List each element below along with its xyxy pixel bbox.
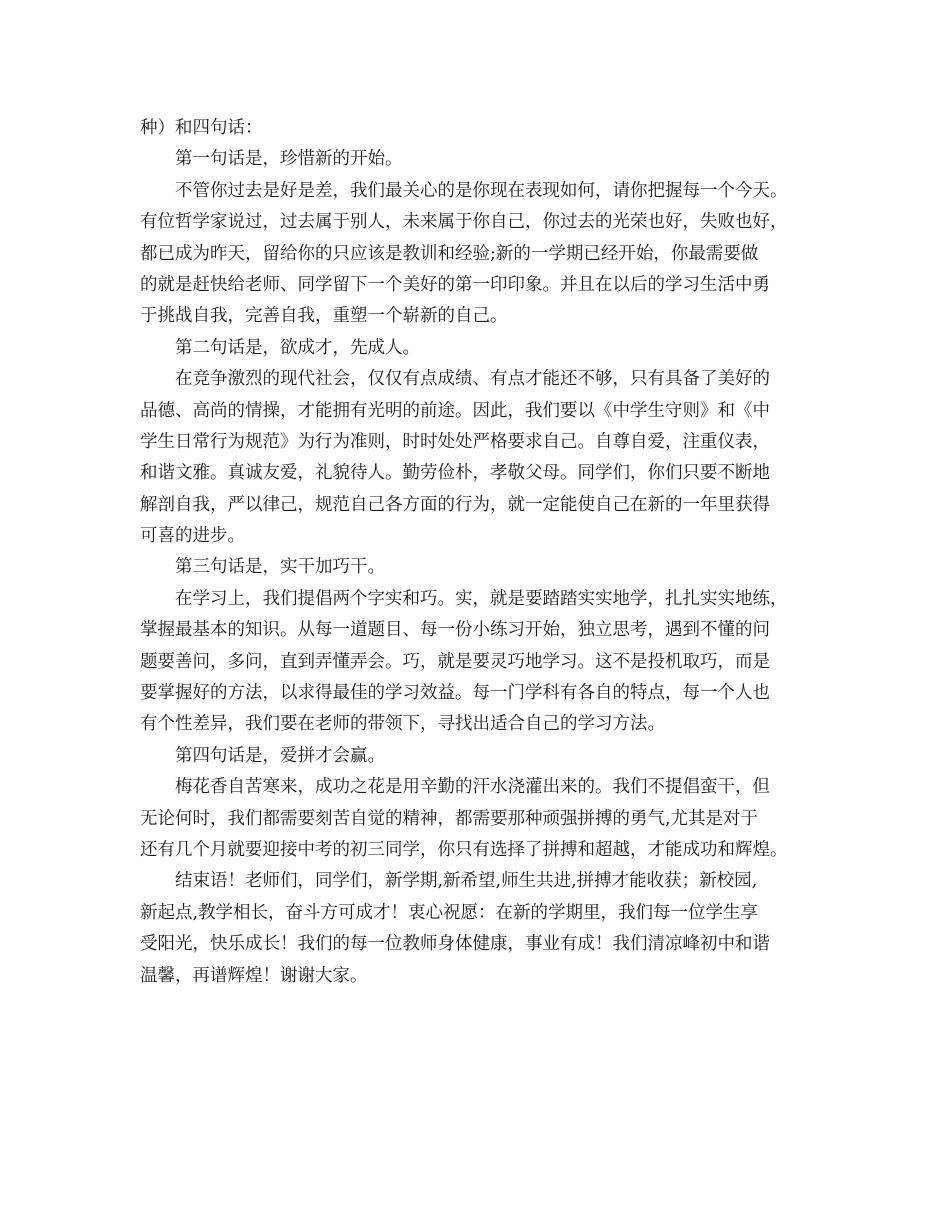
text-line: 不管你过去是好是差，我们最关心的是你现在表现如何，请你把握每一个今天。 (175, 180, 788, 201)
text-line: 和谐文雅。真诚友爱，礼貌待人。勤劳俭朴，孝敬父母。同学们，你们只要不断地 (140, 463, 770, 484)
text-line: 解剖自我，严以律己，规范自己各方面的行为，就一定能使自己在新的一年里获得 (140, 494, 770, 515)
text-line: 的就是赶快给老师、同学留下一个美好的第一印印象。并且在以后的学习生活中勇 (140, 274, 770, 295)
text-line: 于挑战自我，完善自我，重塑一个崭新的自己。 (140, 306, 508, 327)
text-line: 学生日常行为规范》为行为准则，时时处处严格要求自己。自尊自爱，注重仪表， (140, 431, 770, 452)
text-line: 温馨，再谱辉煌！谢谢大家。 (140, 965, 368, 986)
text-line: 要掌握好的方法，以求得最佳的学习效益。每一门学科有各自的特点，每一个人也 (140, 683, 770, 704)
text-line: 新起点,教学相长，奋斗方可成才！衷心祝愿：在新的学期里，我们每一位学生享 (140, 902, 759, 923)
text-line: 还有几个月就要迎接中考的初三同学，你只有选择了拼搏和超越，才能成功和辉煌。 (140, 839, 788, 860)
text-line: 受阳光，快乐成长！我们的每一位教师身体健康，事业有成！我们清凉峰初中和谐 (140, 934, 770, 955)
text-line: 在竞争激烈的现代社会，仅仅有点成绩、有点才能还不够，只有具备了美好的 (175, 369, 770, 390)
text-line: 结束语！老师们，同学们，新学期,新希望,师生共进,拼搏才能收获；新校园, (175, 871, 758, 892)
text-line: 第四句话是，爱拼才会赢。 (175, 745, 385, 766)
text-line: 种）和四句话： (140, 118, 263, 138)
text-line: 第一句话是，珍惜新的开始。 (175, 149, 403, 170)
text-line: 可喜的进步。 (140, 526, 245, 547)
text-line: 第三句话是，实干加巧干。 (175, 557, 385, 578)
text-line: 题要善问，多问，直到弄懂弄会。巧，就是要灵巧地学习。这不是投机取巧，而是 (140, 651, 770, 672)
text-line: 无论何时，我们都需要刻苦自觉的精神，都需要那种顽强拼搏的勇气,尤其是对于 (140, 808, 759, 829)
text-line: 掌握最基本的知识。从每一道题目、每一份小练习开始，独立思考，遇到不懂的问 (140, 620, 770, 641)
text-line: 梅花香自苦寒来，成功之花是用辛勤的汗水浇灌出来的。我们不提倡蛮干，但 (175, 777, 770, 798)
document-body (140, 113, 820, 992)
text-line: 第二句话是，欲成才，先成人。 (175, 337, 420, 358)
text-line: 品德、高尚的情操，才能拥有光明的前途。因此，我们要以《中学生守则》和《中 (140, 400, 770, 421)
text-line: 有位哲学家说过，过去属于别人，未来属于你自己，你过去的光荣也好，失败也好， (140, 212, 788, 233)
text-line: 都已成为昨天，留给你的只应该是教训和经验;新的一学期已经开始，你最需要做 (140, 243, 759, 264)
text-line: 在学习上，我们提倡两个字实和巧。实，就是要踏踏实实地学，扎扎实实地练， (175, 588, 788, 609)
text-line: 有个性差异，我们要在老师的带领下，寻找出适合自己的学习方法。 (140, 714, 665, 735)
